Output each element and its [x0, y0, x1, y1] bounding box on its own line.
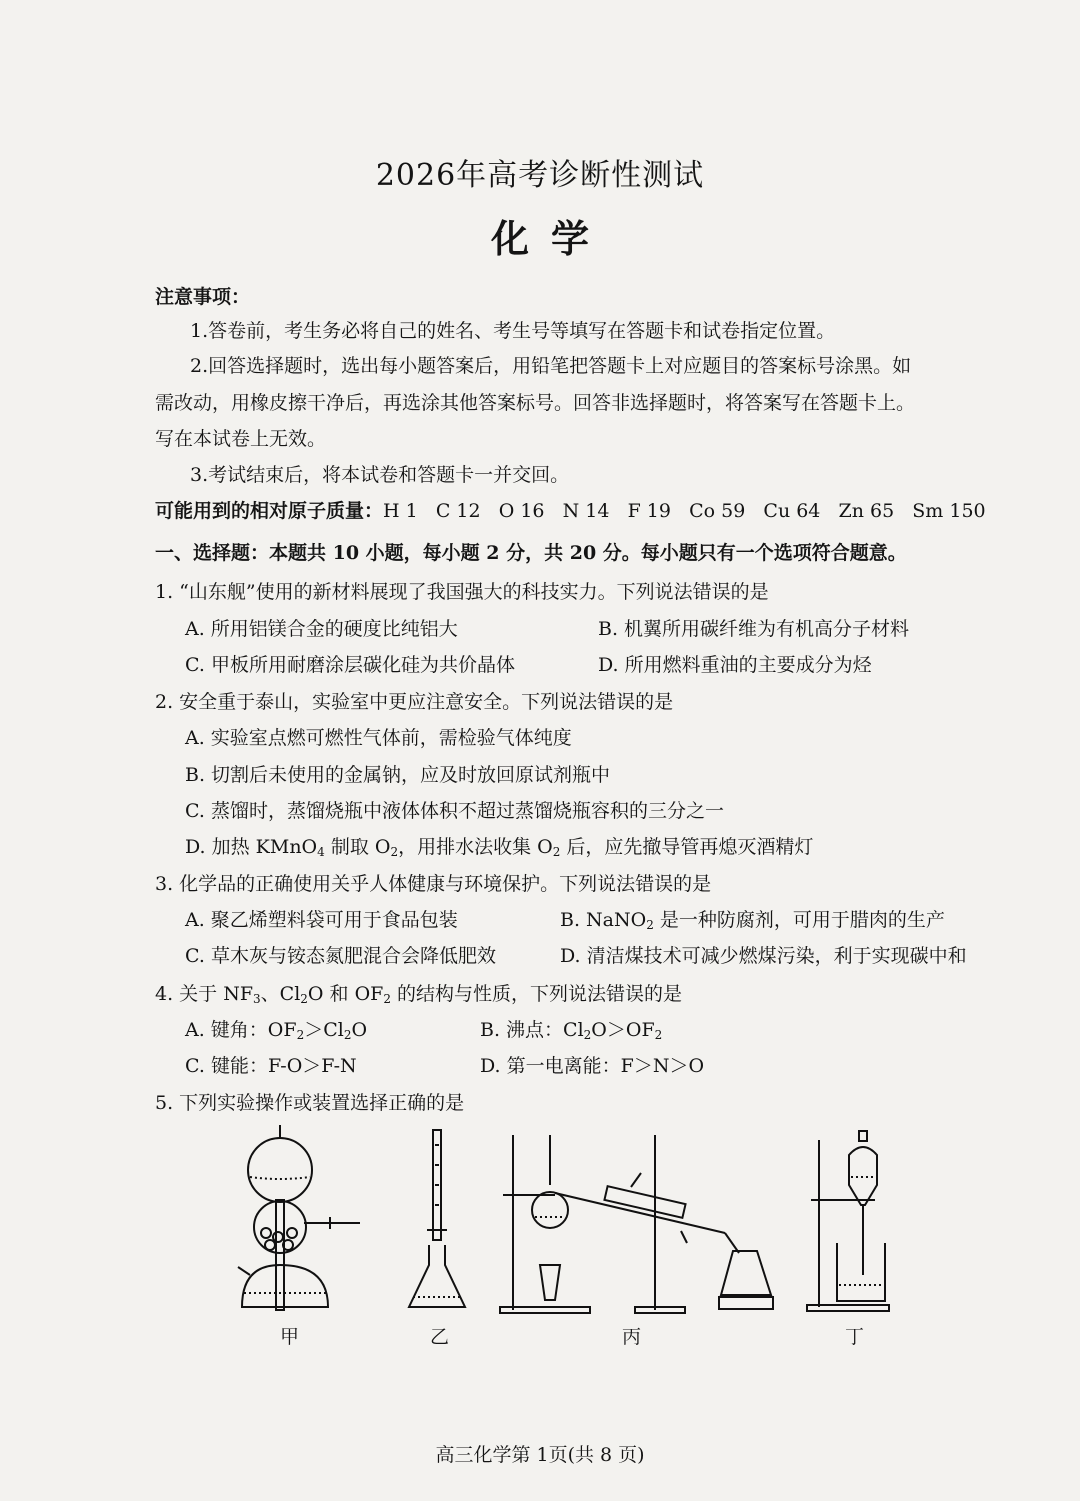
apparatus-label-ding: 丁	[845, 1326, 865, 1348]
q4a-text-3: O	[351, 1019, 368, 1041]
atomic-masses-values: H 1 C 12 O 16 N 14 F 19 Co 59 Cu 64 Zn 65 Sm 150	[383, 500, 986, 522]
question-2-stem: 2. 安全重于泰山，实验室中更应注意安全。下列说法错误的是	[155, 691, 674, 713]
q4-text-3: O 和 OF	[307, 983, 384, 1005]
q2d-text-3: ，用排水法收集 O	[398, 836, 553, 858]
section-1-heading: 一、选择题：本题共 10 小题，每小题 2 分，共 20 分。每小题只有一个选项符合题意。	[155, 542, 907, 564]
question-4-option-d: D. 第一电离能：F＞N＞O	[480, 1055, 705, 1077]
atomic-masses	[155, 496, 986, 523]
question-1-option-d: D. 所用燃料重油的主要成分为烃	[598, 654, 872, 676]
apparatus-label-bing: 丙	[622, 1326, 642, 1348]
q4-sub-2: 2	[300, 992, 308, 1006]
q4a-sub-1: 2	[296, 1028, 305, 1042]
question-1-option-a: A. 所用铝镁合金的硬度比纯铝大	[185, 618, 458, 640]
question-4-option-a	[185, 1015, 367, 1042]
apparatus-label-jia: 甲	[280, 1326, 300, 1348]
q4-text-4: 的结构与性质，下列说法错误的是	[390, 983, 683, 1005]
q4a-text-2: ＞Cl	[304, 1019, 344, 1041]
q2d-sub-1: 4	[317, 845, 325, 859]
q3b-text-2: 是一种防腐剂，可用于腊肉的生产	[653, 909, 945, 931]
q4-text-2: 、Cl	[260, 983, 301, 1005]
page-footer: 高三化学第 1页(共 8 页)	[435, 1444, 645, 1466]
q3b-sub: 2	[646, 918, 654, 932]
question-2-option-c: C. 蒸馏时，蒸馏烧瓶中液体体积不超过蒸馏烧瓶容积的三分之一	[185, 800, 724, 822]
question-4-stem	[155, 979, 682, 1006]
subject-title: 化学	[490, 216, 611, 261]
q4-text-1: 4. 关于 NF	[155, 983, 254, 1005]
q4b-sub-1: 2	[583, 1028, 592, 1042]
note-item-1: 1.答卷前，考生务必将自己的姓名、考生号等填写在答题卡和试卷指定位置。	[190, 320, 836, 342]
question-4-option-c: C. 键能：F-O＞F-N	[185, 1055, 357, 1077]
q4b-sub-2: 2	[654, 1028, 663, 1042]
q2d-text-2: 制取 O	[324, 836, 391, 858]
atomic-masses-label: 可能用到的相对原子质量：	[155, 500, 384, 522]
question-1-stem: 1. “山东舰”使用的新材料展现了我国强大的科技实力。下列说法错误的是	[155, 581, 769, 603]
kipp-generator-apparatus	[230, 1125, 370, 1320]
separatory-funnel-apparatus	[805, 1125, 895, 1320]
question-2-option-d	[185, 832, 813, 859]
question-3-stem: 3. 化学品的正确使用关乎人体健康与环境保护。下列说法错误的是	[155, 873, 712, 895]
notes-heading: 注意事项：	[155, 286, 251, 308]
q4b-text-1: B. 沸点：Cl	[480, 1019, 584, 1041]
note-item-2-line-3: 写在本试卷上无效。	[155, 428, 327, 450]
question-1-option-b: B. 机翼所用碳纤维为有机高分子材料	[598, 618, 910, 640]
question-1-option-c: C. 甲板所用耐磨涂层碳化硅为共价晶体	[185, 654, 515, 676]
question-2-option-b: B. 切割后未使用的金属钠，应及时放回原试剂瓶中	[185, 764, 611, 786]
q2d-sub-2: 2	[390, 845, 399, 859]
q4a-text-1: A. 键角：OF	[185, 1019, 297, 1041]
q4a-sub-2: 2	[343, 1028, 352, 1042]
question-3-option-c: C. 草木灰与铵态氮肥混合会降低肥效	[185, 945, 496, 967]
question-3-option-b	[560, 905, 945, 932]
burette-titration-apparatus	[405, 1125, 475, 1320]
distillation-apparatus	[495, 1125, 785, 1320]
note-item-3: 3.考试结束后，将本试卷和答题卡一并交回。	[190, 464, 570, 486]
q4b-text-2: O＞OF	[591, 1019, 655, 1041]
question-4-option-b	[480, 1015, 662, 1042]
q2d-sub-3: 2	[552, 845, 561, 859]
q4-sub-3: 2	[383, 992, 391, 1006]
q3b-text-1: B. NaNO	[560, 909, 647, 931]
question-2-option-a: A. 实验室点燃可燃性气体前，需检验气体纯度	[185, 727, 572, 749]
question-3-option-d: D. 清洁煤技术可减少燃煤污染，利于实现碳中和	[560, 945, 967, 967]
q2d-text-1: D. 加热 KMnO	[185, 836, 318, 858]
q4-sub-1: 3	[253, 992, 261, 1006]
note-item-2-line-2: 需改动，用橡皮擦干净后，再选涂其他答案标号。回答非选择题时，将答案写在答题卡上。	[155, 392, 916, 414]
note-item-2-line-1: 2.回答选择题时，选出每小题答案后，用铅笔把答题卡上对应题目的答案标号涂黑。如	[190, 355, 912, 377]
apparatus-label-yi: 乙	[430, 1326, 450, 1348]
question-3-option-a: A. 聚乙烯塑料袋可用于食品包装	[185, 909, 458, 931]
question-5-stem: 5. 下列实验操作或装置选择正确的是	[155, 1092, 465, 1114]
q2d-text-4: 后，应先撤导管再熄灭酒精灯	[560, 836, 814, 858]
exam-title: 2026年高考诊断性测试	[375, 158, 705, 193]
